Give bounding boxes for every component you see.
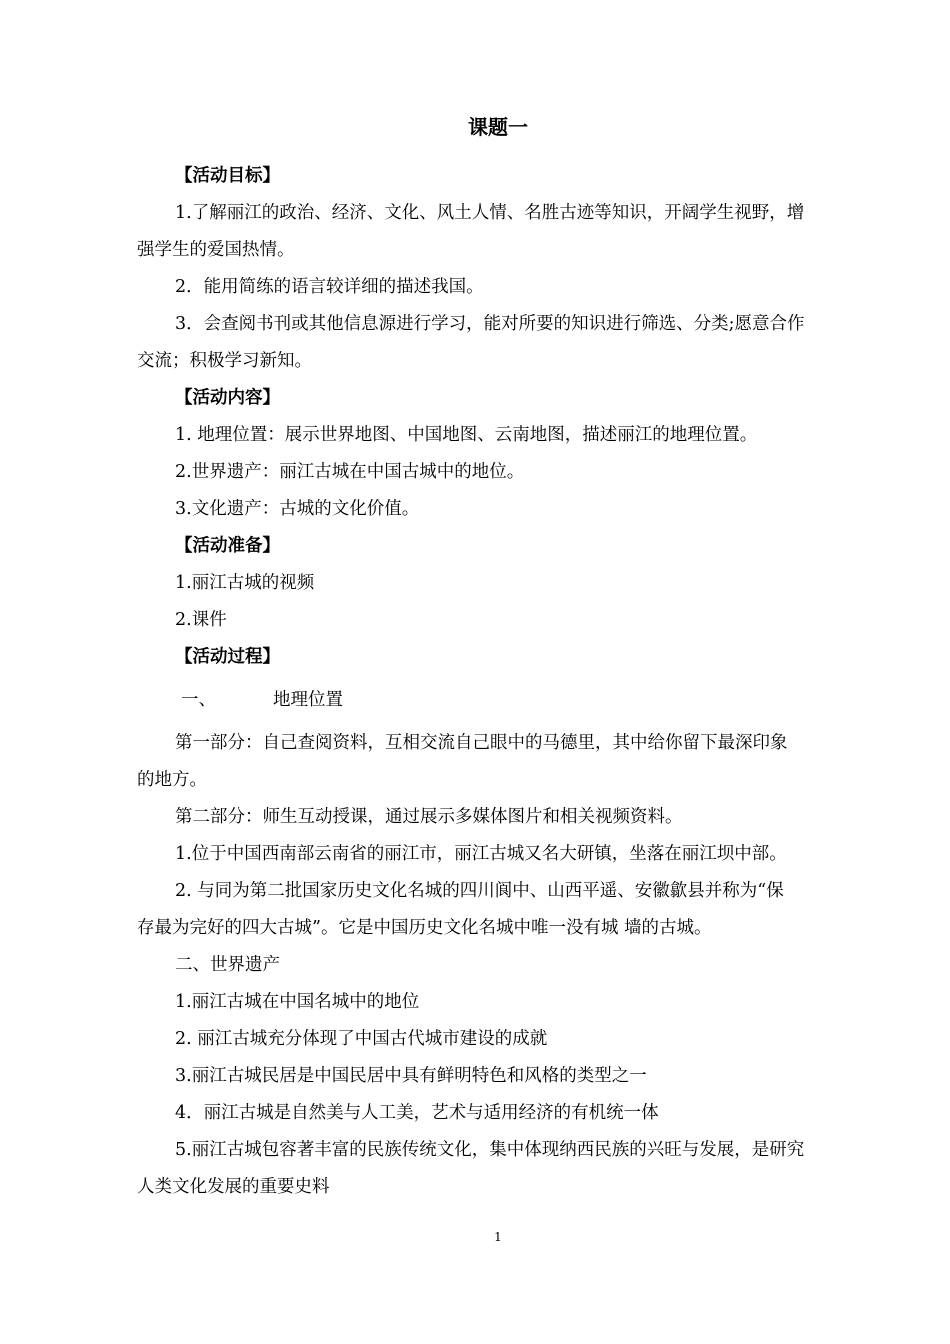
- goal-3-line-2: 交流；积极学习新知。: [137, 351, 312, 371]
- goal-3-line-1: 3．会查阅书刊或其他信息源进行学习，能对所要的知识进行筛选、分类;愿意合作: [175, 314, 805, 334]
- section-1-number: 一、: [181, 690, 216, 710]
- part-1-line-2: 的地方。: [137, 770, 207, 790]
- heritage-item-2: 2. 丽江古城充分体现了中国古代城市建设的成就: [175, 1029, 548, 1049]
- part-2: 第二部分：师生互动授课，通过展示多媒体图片和相关视频资料。: [175, 807, 683, 827]
- location-item-2-line-2: 存最为完好的四大古城”。它是中国历史文化名城中唯一没有城 墙的古城。: [137, 918, 712, 938]
- content-item-3: 3.文化遗产：古城的文化价值。: [175, 499, 420, 519]
- goal-2: 2．能用简练的语言较详细的描述我国。: [175, 277, 484, 297]
- goal-1-line-1: 1.了解丽江的政治、经济、文化、风土人情、名胜古迹等知识，开阔学生视野，增: [175, 203, 805, 223]
- prep-item-2: 2.课件: [175, 610, 227, 630]
- heritage-item-5-line-2: 人类文化发展的重要史料: [137, 1177, 330, 1197]
- heritage-item-5-line-1: 5.丽江古城包容著丰富的民族传统文化，集中体现纳西民族的兴旺与发展，是研究: [175, 1140, 805, 1160]
- section-2-heading: 二、世界遗产: [175, 955, 280, 975]
- section-1-heading: [137, 682, 859, 719]
- prep-item-1: 1.丽江古城的视频: [175, 573, 315, 593]
- prep-heading: 【活动准备】: [175, 536, 280, 556]
- content-item-2: 2.世界遗产：丽江古城在中国古城中的地位。: [175, 462, 525, 482]
- goal-1-line-2: 强学生的爱国热情。: [137, 240, 295, 260]
- heritage-item-1: 1.丽江古城在中国名城中的地位: [175, 992, 420, 1012]
- document-title: 课题一: [468, 115, 528, 139]
- process-heading: 【活动过程】: [175, 647, 280, 667]
- heritage-item-3: 3.丽江古城民居是中国民居中具有鲜明特色和风格的类型之一: [175, 1066, 647, 1086]
- page-number: 1: [494, 1230, 502, 1244]
- document-body: [137, 158, 859, 1206]
- location-item-2-line-1: 2. 与同为第二批国家历史文化名城的四川阆中、山西平遥、安徽歙县并称为“保: [175, 881, 784, 901]
- part-1-line-1: 第一部分：自己查阅资料，互相交流自己眼中的马德里，其中给你留下最深印象: [175, 733, 788, 753]
- section-1-title: 地理位置: [273, 690, 343, 710]
- location-item-1: 1.位于中国西南部云南省的丽江市，丽江古城又名大研镇，坐落在丽江坝中部。: [175, 844, 787, 864]
- content-item-1: 1. 地理位置：展示世界地图、中国地图、云南地图，描述丽江的地理位置。: [175, 425, 758, 445]
- heritage-item-4: 4．丽江古城是自然美与人工美，艺术与适用经济的有机统一体: [175, 1103, 659, 1123]
- goals-heading: 【活动目标】: [175, 166, 280, 186]
- content-heading: 【活动内容】: [175, 388, 280, 408]
